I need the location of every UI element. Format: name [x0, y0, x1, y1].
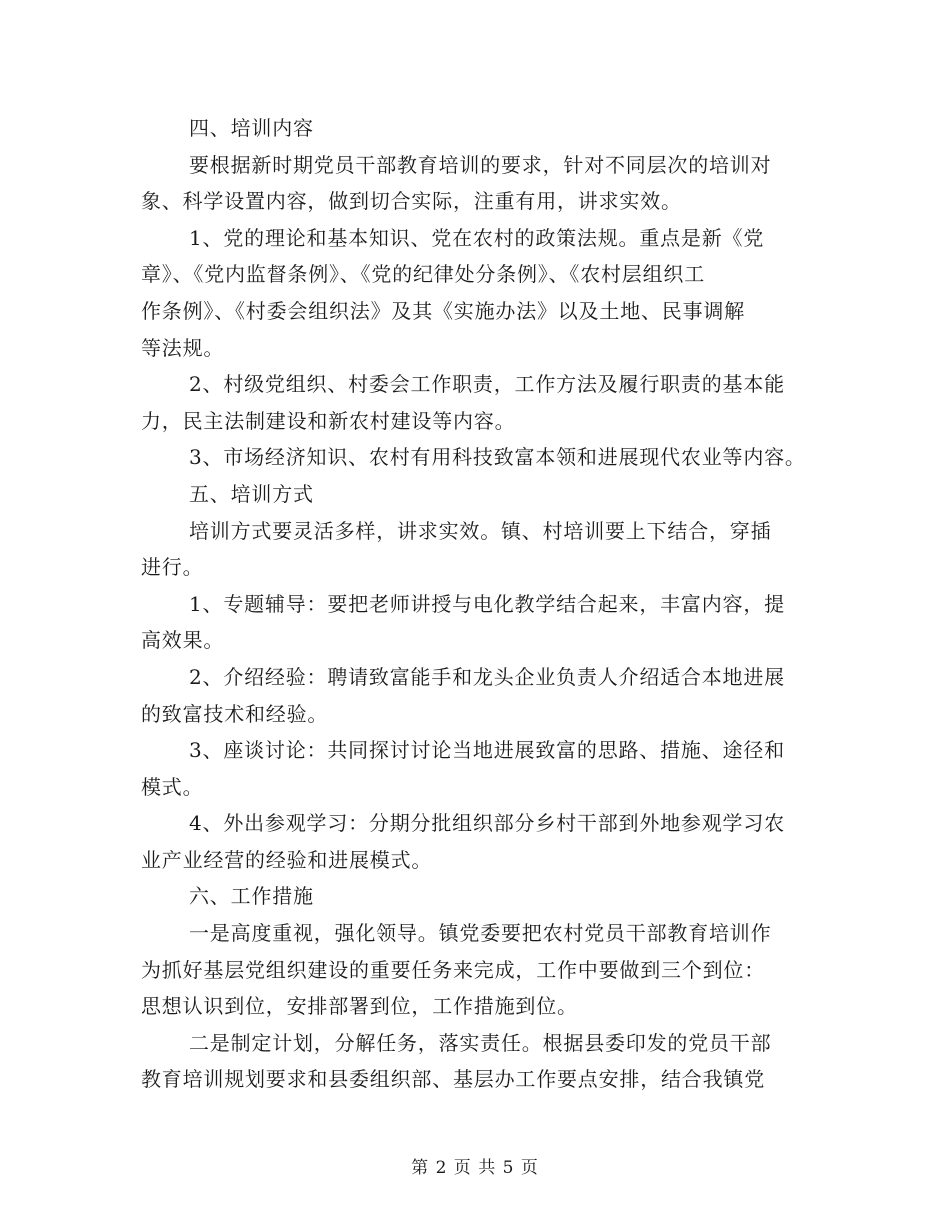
text-line: 1、专题辅导：要把老师讲授与电化教学结合起来，丰富内容，提	[189, 591, 785, 616]
text-line: 为抓好基层党组织建设的重要任务来完成，工作中要做到三个到位：	[141, 957, 765, 982]
page-number-footer: 第 2 页 共 5 页	[411, 1158, 539, 1178]
text-line: 业产业经营的经验和进展模式。	[141, 847, 433, 872]
text-line: 教育培训规划要求和县委组织部、基层办工作要点安排，结合我镇党	[141, 1067, 765, 1092]
text-line: 一是高度重视，强化领导。镇党委要把农村党员干部教育培训作	[189, 921, 772, 946]
text-line: 章》、《党内监督条例》、《党的纪律处分条例》、《农村层组织工	[141, 262, 705, 287]
text-line: 1、党的理论和基本知识、党在农村的政策法规。重点是新《党	[189, 225, 765, 250]
text-line: 进行。	[141, 555, 204, 580]
text-line: 4、外出参观学习：分期分批组织部分乡村干部到外地参观学习农	[189, 811, 785, 836]
text-line: 模式。	[141, 774, 204, 799]
text-line: 的致富技术和经验。	[141, 701, 329, 726]
text-line: 培训方式要灵活多样，讲求实效。镇、村培训要上下结合，穿插	[189, 518, 772, 543]
text-line: 力，民主法制建设和新农村建设等内容。	[141, 408, 516, 433]
text-line: 四、培训内容	[189, 116, 314, 140]
text-line: 等法规。	[141, 335, 225, 360]
text-line: 作条例》、《村委会组织法》及其《实施办法》以及土地、民事调解	[141, 298, 745, 323]
text-line: 思想认识到位，安排部署到位，工作措施到位。	[141, 994, 578, 1019]
text-line: 3、市场经济知识、农村有用科技致富本领和进展现代农业等内容。	[189, 445, 806, 470]
text-line: 高效果。	[141, 628, 225, 653]
text-line: 二是制定计划，分解任务，落实责任。根据县委印发的党员干部	[189, 1030, 772, 1055]
text-line: 六、工作措施	[189, 884, 314, 909]
text-line: 五、培训方式	[189, 481, 314, 506]
text-line: 要根据新时期党员干部教育培训的要求，针对不同层次的培训对	[189, 152, 772, 177]
text-line: 2、村级党组织、村委会工作职责，工作方法及履行职责的基本能	[189, 372, 785, 397]
text-line: 象、科学设置内容，做到切合实际，注重有用，讲求实效。	[141, 189, 682, 214]
text-line: 2、介绍经验：聘请致富能手和龙头企业负责人介绍适合本地进展	[189, 664, 785, 689]
text-line: 3、座谈讨论：共同探讨讨论当地进展致富的思路、措施、途径和	[189, 738, 785, 763]
document-body	[141, 110, 831, 1098]
